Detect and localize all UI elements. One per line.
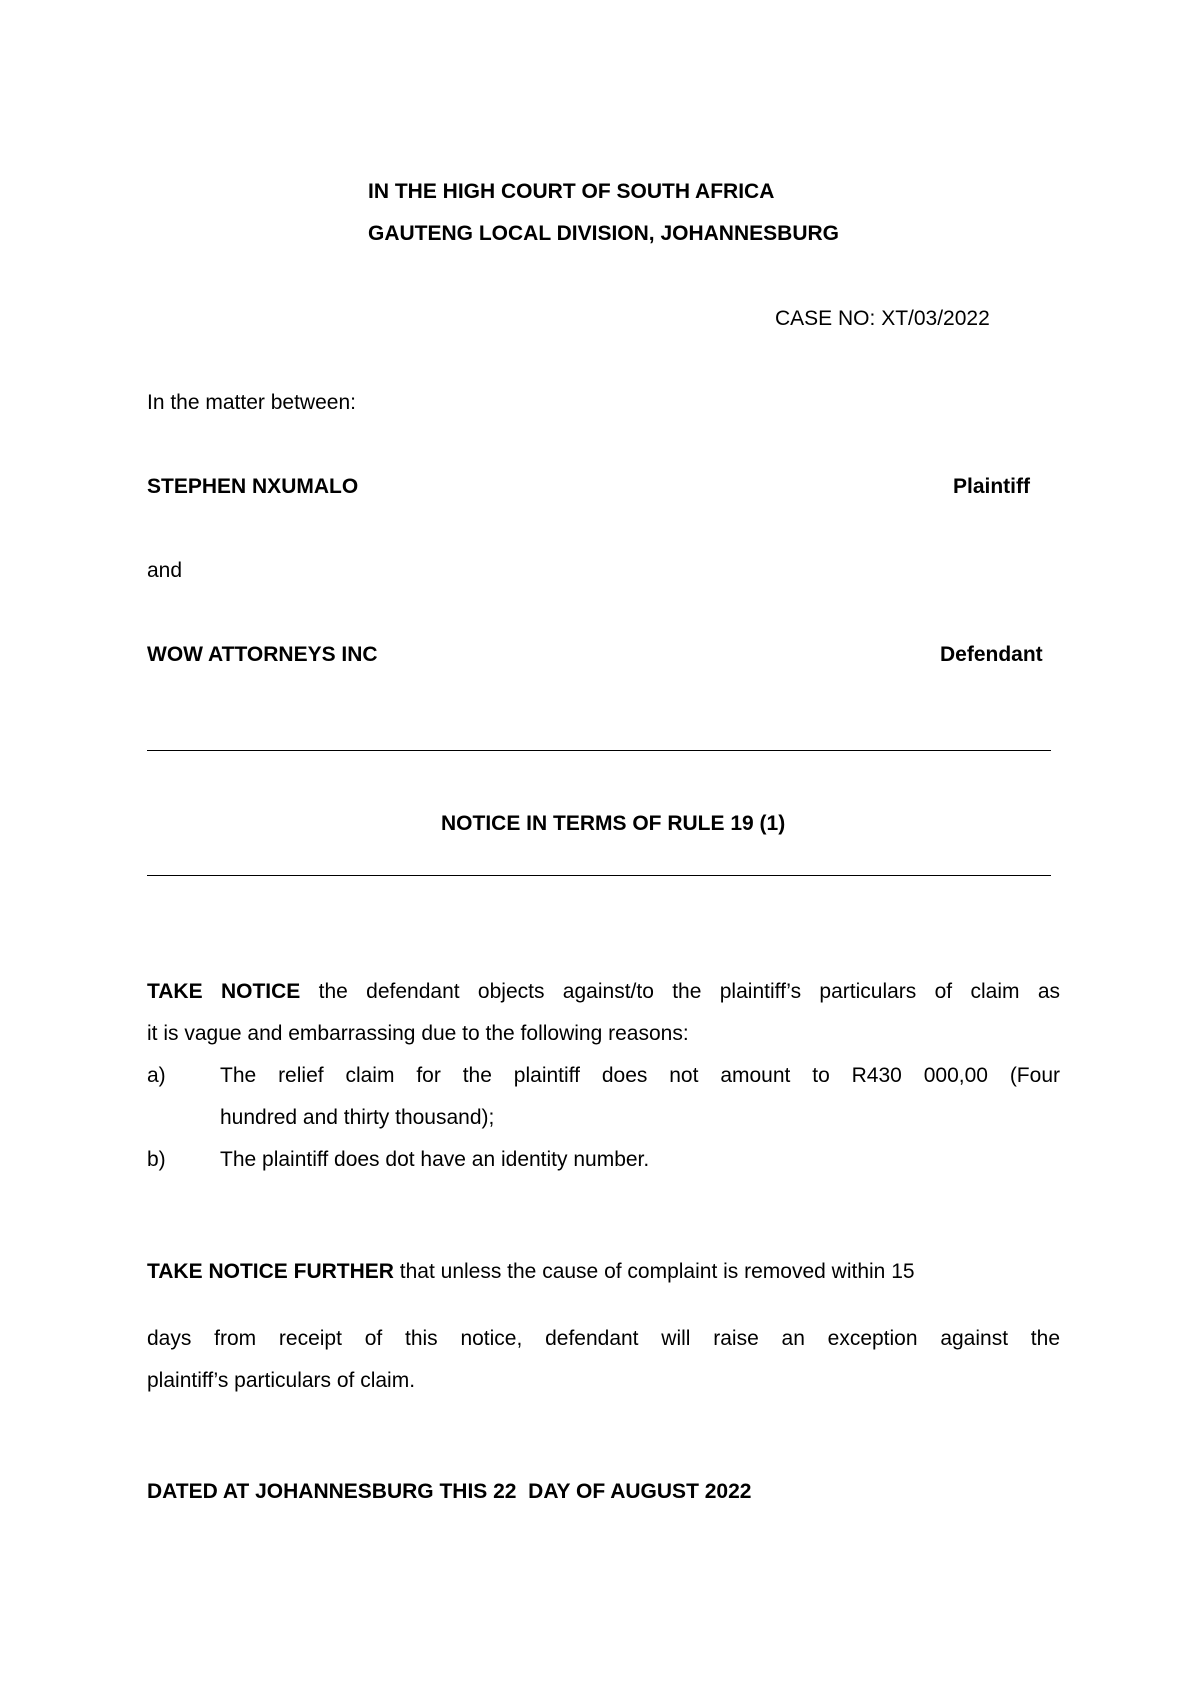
court-heading-line-2: GAUTENG LOCAL DIVISION, JOHANNESBURG: [368, 222, 839, 245]
matter-intro: In the matter between:: [147, 391, 356, 414]
notice-paragraph-line-2: it is vague and embarrassing due to the following reasons:: [147, 1022, 689, 1045]
list-item-label: a): [147, 1064, 166, 1087]
notice-lead-rest: the defendant objects against/to the plaintiff’s particulars of claim as: [300, 980, 1060, 1003]
divider-bottom: [147, 875, 1051, 876]
plaintiff-role: Plaintiff: [953, 475, 1030, 498]
defendant-role: Defendant: [940, 643, 1043, 666]
further-paragraph-line-3: plaintiff’s particulars of claim.: [147, 1369, 416, 1392]
notice-lead-bold: TAKE NOTICE: [147, 980, 301, 1003]
court-heading-line-1: IN THE HIGH COURT OF SOUTH AFRICA: [368, 180, 775, 203]
dated-line: DATED AT JOHANNESBURG THIS 22 DAY OF AUGUST 2022: [147, 1480, 752, 1503]
list-item-text-line-1: The relief claim for the plaintiff does not amount to R430 000,00 (Four: [220, 1064, 1060, 1087]
further-lead-bold: TAKE NOTICE FURTHER: [147, 1260, 394, 1283]
further-lead-rest: that unless the cause of complaint is removed within 15: [393, 1260, 915, 1283]
conjunction-and: and: [147, 559, 183, 582]
further-paragraph-line-1: [147, 1260, 915, 1284]
list-item-text-line-1: The plaintiff does dot have an identity number.: [220, 1148, 650, 1171]
list-item-text-line-2: hundred and thirty thousand);: [220, 1106, 495, 1129]
defendant-name: WOW ATTORNEYS INC: [147, 643, 378, 666]
divider-top: [147, 750, 1051, 751]
list-item-label: b): [147, 1148, 166, 1171]
notice-title: NOTICE IN TERMS OF RULE 19 (1): [441, 812, 786, 835]
plaintiff-name: STEPHEN NXUMALO: [147, 475, 359, 498]
notice-paragraph-line-1: [147, 980, 1060, 1004]
case-number: CASE NO: XT/03/2022: [775, 307, 990, 330]
further-paragraph-line-2: days from receipt of this notice, defendant will raise an exception against the: [147, 1327, 1060, 1350]
